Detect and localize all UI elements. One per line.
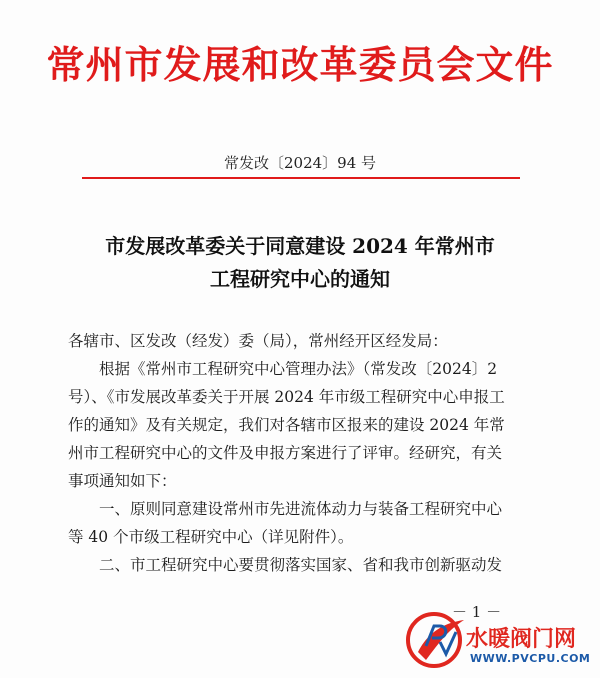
notice-title-line-1: 市发展改革委关于同意建设 2024 年常州市 [105,234,495,258]
watermark-site-url: WWW.PVCPU.COM [470,652,591,665]
body-line: 作的通知》及有关规定，我们对各辖市区报来的建设 2024 年常 [68,416,505,434]
body-line: 根据《常州市工程研究中心管理办法》（常发改〔2024〕2 [99,360,498,378]
document-number: 常发改〔2024〕94 号 [223,154,377,172]
body-line: 等 40 个市级工程研究中心（详见附件）。 [68,528,354,546]
body-line: 二、市工程研究中心要贯彻落实国家、省和我市创新驱动发 [99,556,503,574]
pv-logo-icon [404,608,470,672]
page-number: － 1 － [452,603,502,621]
header-divider [82,177,520,179]
body-line: 事项通知如下： [68,472,177,490]
site-watermark [404,608,594,672]
watermark-site-name: 水暖阀门网 [466,627,577,652]
body-line: 州市工程研究中心的文件及申报方案进行了评审。经研究，有关 [68,444,503,462]
body-line: 一、原则同意建设常州市先进流体动力与装备工程研究中心 [99,500,503,518]
body-line-addressee: 各辖市、区发改（经发）委（局），常州经开区经发局： [68,332,448,350]
notice-title-line-2: 工程研究中心的通知 [210,267,390,291]
document-header-title: 常州市发展和改革委员会文件 [46,42,554,87]
body-line: 号）、《市发展改革委关于开展 2024 年市级工程研究中心申报工 [68,388,505,406]
